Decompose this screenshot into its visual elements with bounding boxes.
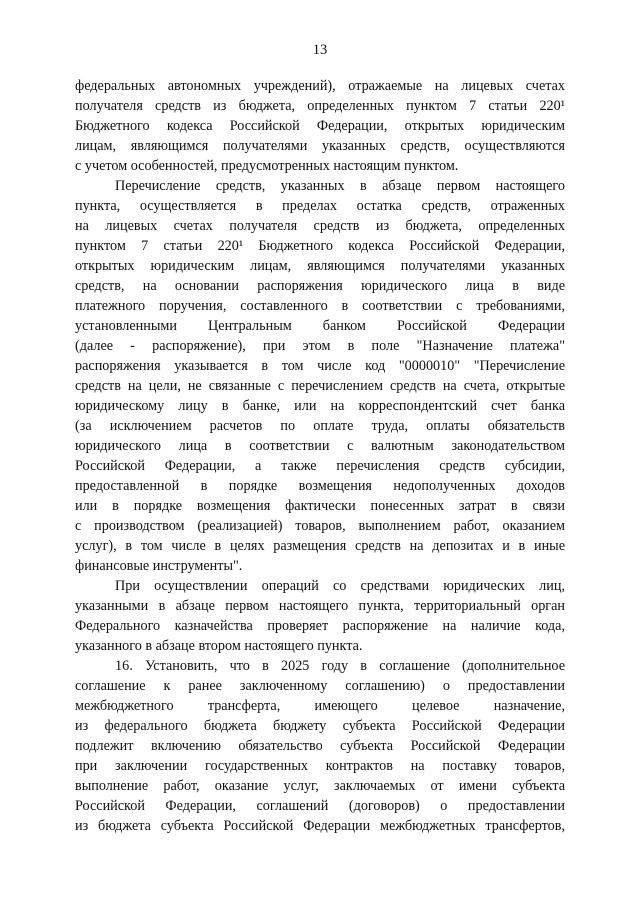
text-line: открытых юридическим лицам, являющимся получателями указанных (75, 258, 565, 274)
text-line: распоряжения указывается в том числе код "0000010" "Перечисление (75, 358, 565, 374)
text-line: предоставленной в порядке возмещения недополученных доходов (75, 478, 565, 494)
text-line: с производством (реализацией) товаров, выполнением работ, оказанием (75, 518, 565, 534)
text-line: пунктом 7 статьи 220¹ Бюджетного кодекса Российской Федерации, (75, 238, 565, 254)
text-line: подлежит включению обязательство субъекта Российской Федерации (75, 738, 565, 754)
text-line: с учетом особенностей, предусмотренных настоящим пунктом. (75, 158, 459, 174)
text-line: услуг), в том числе в целях размещения средств на депозитах и в иные (75, 538, 565, 554)
text-line: Перечисление средств, указанных в абзаце первом настоящего (115, 178, 565, 194)
document-body (75, 76, 565, 836)
text-line: Федерального казначейства проверяет распоряжение на наличие кода, (75, 618, 565, 634)
text-line: юридическому лицу в банке, или на корреспондентский счет банка (75, 398, 565, 414)
text-line: (далее - распоряжение), при этом в поле "Назначение платежа" (75, 338, 565, 354)
text-line: Российской Федерации, соглашений (договоров) о предоставлении (75, 798, 565, 814)
text-line: лицам, являющимся получателями указанных средств, осуществляются (75, 138, 565, 154)
text-line: юридического лица в соответствии с валютным законодательством (75, 438, 565, 454)
text-line: или в порядке возмещения фактически понесенных затрат в связи (75, 498, 565, 514)
text-line: финансовые инструменты". (75, 558, 243, 574)
text-line: Бюджетного кодекса Российской Федерации, открытых юридическим (75, 118, 565, 134)
page-number: 13 (312, 42, 328, 58)
text-line: средств на цели, не связанные с перечислением средств на счета, открытые (75, 378, 565, 394)
text-line: соглашение к ранее заключенному соглашению) о предоставлении (75, 678, 565, 694)
text-line: 16. Установить, что в 2025 году в соглашение (дополнительное (115, 658, 565, 674)
text-line: Российской Федерации, а также перечисления средств субсидии, (75, 458, 565, 474)
text-line: пункта, осуществляется в пределах остатка средств, отраженных (75, 198, 565, 214)
text-line: указанного в абзаце втором настоящего пункта. (75, 638, 363, 654)
text-line: получателя средств из бюджета, определенных пунктом 7 статьи 220¹ (75, 98, 565, 114)
text-line: При осуществлении операций со средствами юридических лиц, (115, 578, 565, 594)
text-line: указанными в абзаце первом настоящего пункта, территориальный орган (75, 598, 565, 614)
text-line: из бюджета субъекта Российской Федерации межбюджетных трансфертов, (75, 818, 565, 834)
text-line: выполнение работ, оказание услуг, заключаемых от имени субъекта (75, 778, 565, 794)
text-line: платежного поручения, составленного в соответствии с требованиями, (75, 298, 565, 314)
text-line: установленными Центральным банком Российской Федерации (75, 318, 565, 334)
text-line: на лицевых счетах получателя средств из бюджета, определенных (75, 218, 565, 234)
text-line: (за исключением расчетов по оплате труда, оплаты обязательств (75, 418, 565, 434)
text-line: межбюджетного трансферта, имеющего целевое назначение, (75, 698, 565, 714)
text-line: средств, на основании распоряжения юридического лица в виде (75, 278, 565, 294)
text-line: федеральных автономных учреждений), отражаемые на лицевых счетах (75, 78, 565, 94)
text-line: при заключении государственных контрактов на поставку товаров, (75, 758, 565, 774)
text-line: из федерального бюджета бюджету субъекта Российской Федерации (75, 718, 565, 734)
